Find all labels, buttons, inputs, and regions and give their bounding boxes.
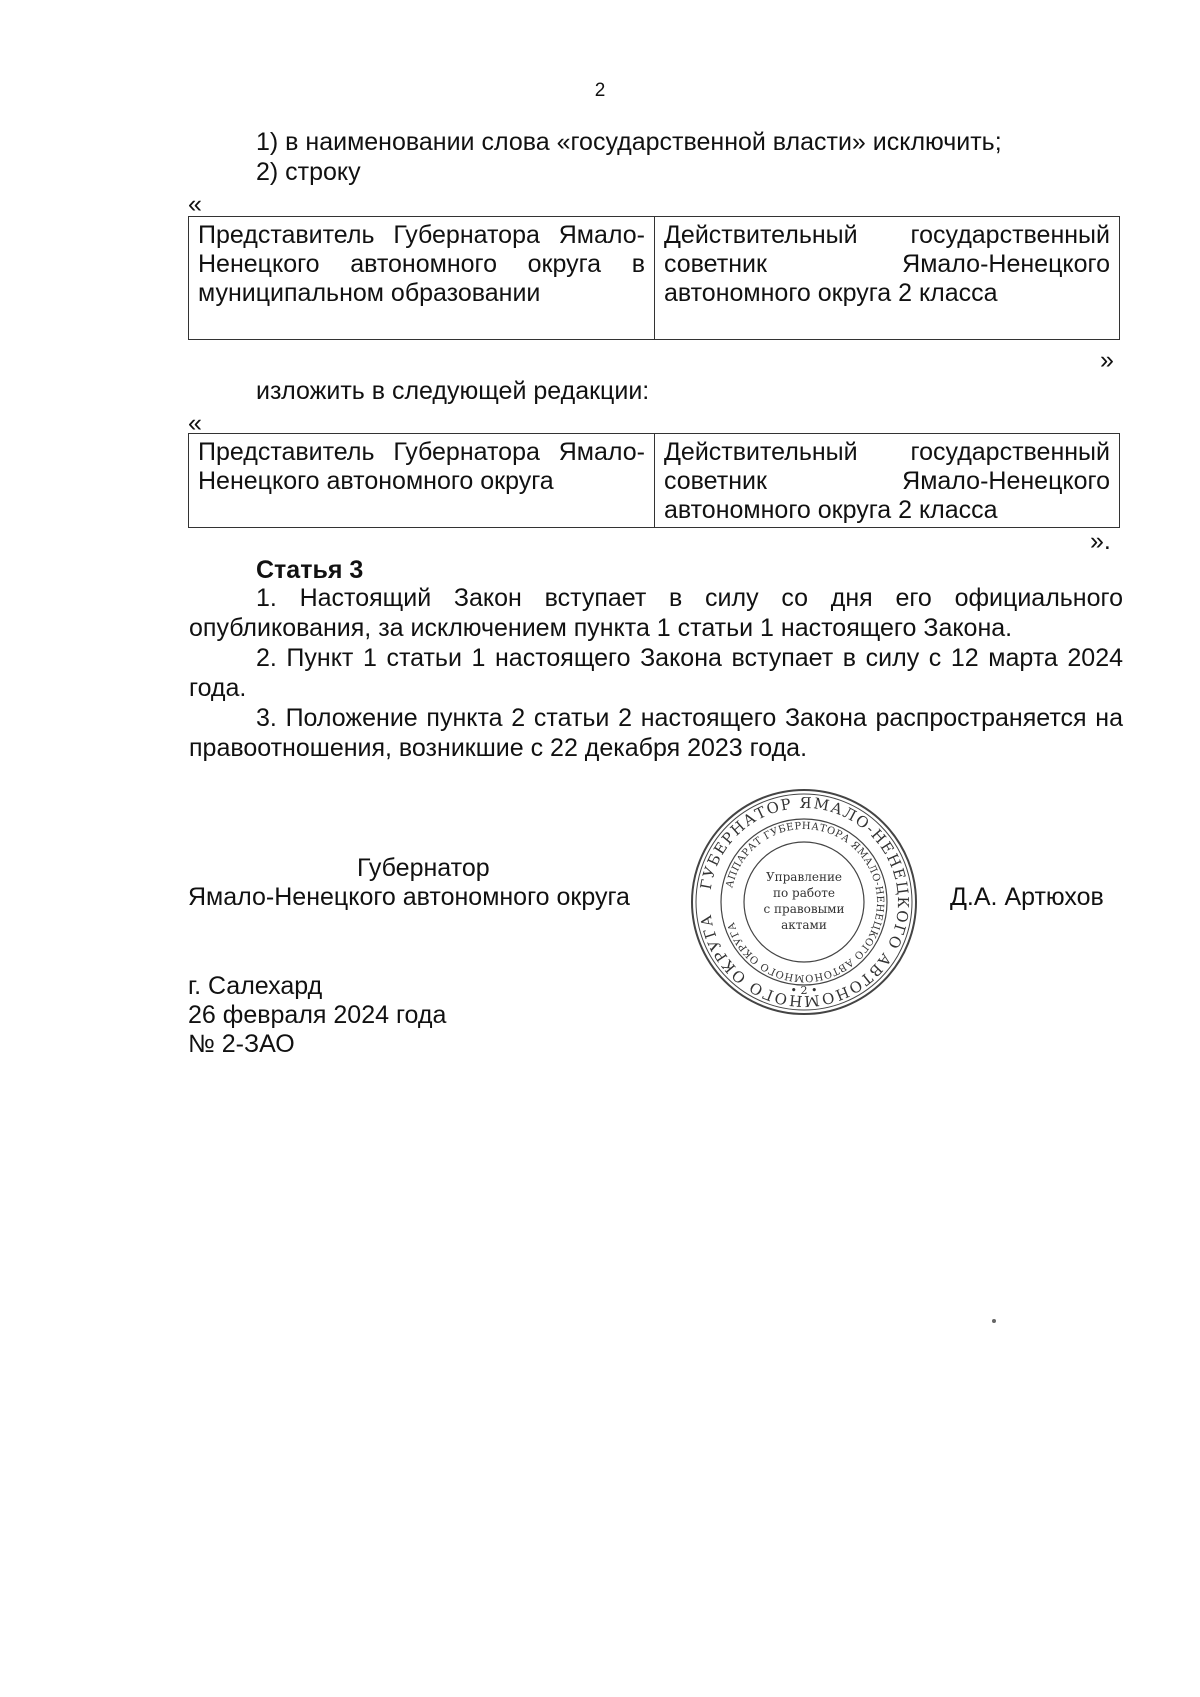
seal-center-line2: по работе [772,886,836,900]
new-row-table [188,433,1120,528]
list-item-1: 1) в наименовании слова «государственной власти» исключить; [256,128,1002,156]
list-item-2: 2) строку [256,158,361,186]
signature-title-line2: Ямало-Ненецкого автономного округа [188,883,630,911]
seal-number: • 2 • [790,984,818,997]
signature-title-line1: Губернатор [357,854,490,882]
replace-instruction: изложить в следующей редакции: [256,377,650,405]
seal-center-line4: актами [781,918,827,932]
new-position-cell: Представитель Губернатора Ямало-Ненецкого автономного округа [189,434,655,528]
opening-quote-2: « [188,409,202,437]
old-rank-cell: Действительный государственный советник Ямало-Ненецкого автономного округа 2 класса [655,217,1120,340]
closing-quote: » [1100,346,1114,374]
article-paragraph-3: 3. Положение пункта 2 статьи 2 настоящего Закона распространяется на правоотношения, возникшие с 22 декабря 2023 года. [189,704,1123,762]
footer-number: № 2-ЗАО [188,1030,295,1058]
new-rank-cell: Действительный государственный советник Ямало-Ненецкого автономного округа 2 класса [655,434,1120,528]
signature-name: Д.А. Артюхов [950,883,1104,911]
old-row-table [188,216,1120,340]
seal-outer-text: ГУБЕРНАТОР ЯМАЛО-НЕНЕЦКОГО АВТОНОМНОГО ОКРУГА [696,793,913,1011]
page-number: 2 [594,80,606,101]
article-paragraph-1: 1. Настоящий Закон вступает в силу со дня его официального опубликования, за исключением пункта 1 статьи 1 настоящего Закона. [189,584,1123,642]
footer-date: 26 февраля 2024 года [188,1001,447,1029]
table-row [189,217,1120,340]
closing-quote-final: ». [1090,527,1111,555]
old-position-cell: Представитель Губернатора Ямало-Ненецкого автономного округа в муниципальном образовании [189,217,655,340]
scan-speck [992,1319,996,1323]
seal-center-line1: Управление [765,870,843,884]
official-seal [689,787,919,1017]
footer-city: г. Салехард [188,972,323,1000]
opening-quote: « [188,190,202,218]
table-row [189,434,1120,528]
article-heading: Статья 3 [256,556,364,584]
article-paragraph-2: 2. Пункт 1 статьи 1 настоящего Закона вступает в силу с 12 марта 2024 года. [189,644,1123,702]
seal-inner-text: АППАРАТ ГУБЕРНАТОРА ЯМАЛО-НЕНЕЦКОГО АВТОНОМНОГО ОКРУГА [724,820,886,984]
seal-center-line3: с правовыми [763,902,845,916]
